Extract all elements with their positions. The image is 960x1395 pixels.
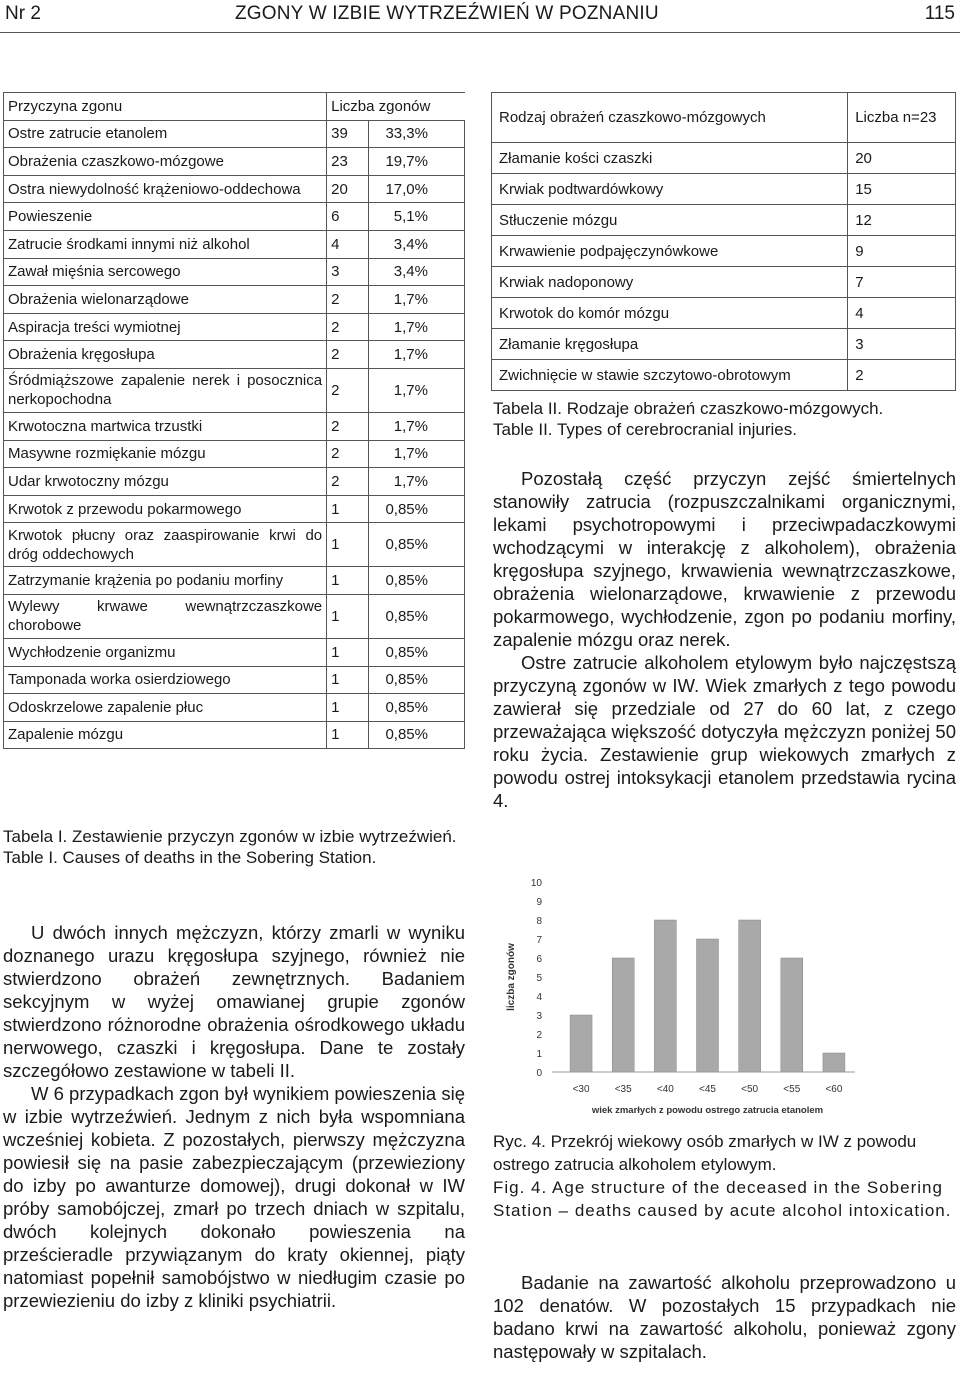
paragraph: Ostre zatrucie alkoholem etylowym było najczęstszą przyczyną zgonów w IW. Wiek zmarłych z tego powodu zawierał się przedziale od 27 do 60 lat, z czego przeważająca większość dotyczyła mężczyzn poniżej 50 roku życia. Zestawienie grup wiekowych zmarłych z powodu ostrej intoksykacji etanolem przedstawia rycina 4.	[493, 652, 956, 811]
table-row	[4, 440, 465, 468]
percent-cell: 17,0%	[369, 175, 465, 203]
table-row	[4, 368, 465, 412]
y-axis-label: liczba zgonów	[506, 943, 517, 1011]
y-tick-label: 9	[536, 897, 542, 908]
count-cell: 1	[327, 666, 369, 694]
y-tick-label: 0	[536, 1068, 542, 1079]
x-axis-label: wiek zmarłych z powodu ostrego zatrucia etanolem	[591, 1105, 824, 1116]
x-tick-label: <60	[825, 1084, 843, 1095]
bar	[612, 958, 634, 1072]
paragraph: U dwóch innych mężczyzn, którzy zmarli w wyniku doznanego urazu kręgosłupa szyjnego, również nie stwierdzono obrażeń zewnętrznych. Badaniem sekcyjnym w wyżej omawianej grupie zgonów stwierdzono różnorodne obrażenia ośrodkowego układu nerwowego, czaszki i kręgosłupa. Dane te zostały szczegółowo zestawione w tabeli II.	[3, 922, 465, 1081]
injury-type-cell: Zwichnięcie w stawie szczytowo-obrotowym	[492, 360, 848, 391]
percent-cell: 0,85%	[369, 694, 465, 722]
percent-cell: 0,85%	[369, 523, 465, 567]
page-number: 115	[924, 3, 955, 24]
percent-cell: 1,7%	[369, 440, 465, 468]
count-cell: 3	[327, 258, 369, 286]
injury-type-cell: Krwiak podtwardówkowy	[492, 174, 848, 205]
table1-caption-pl: Tabela I. Zestawienie przyczyn zgonów w izbie wytrzeźwień.	[3, 827, 457, 846]
table1-caption-en: Table I. Causes of deaths in the Sobering Station.	[3, 848, 377, 867]
count-cell: 1	[327, 523, 369, 567]
left-column-text	[3, 921, 465, 1312]
table-row	[492, 329, 956, 360]
x-tick-label: <35	[614, 1084, 632, 1095]
percent-cell: 33,3%	[369, 120, 465, 148]
table2-caption-pl: Tabela II. Rodzaje obrażeń czaszkowo-mózgowych.	[493, 399, 884, 418]
x-tick-label: <50	[741, 1084, 759, 1095]
cause-cell: Udar krwotoczny mózgu	[4, 468, 327, 496]
table-row	[4, 258, 465, 286]
table-row	[4, 148, 465, 176]
column-header-count: Liczba n=23	[848, 93, 956, 143]
percent-cell: 19,7%	[369, 148, 465, 176]
percent-cell: 3,4%	[369, 230, 465, 258]
count-cell: 39	[327, 120, 369, 148]
running-title: ZGONY W IZBIE WYTRZEŹWIEŃ W POZNANIU	[235, 3, 659, 24]
y-tick-label: 5	[536, 973, 542, 984]
y-tick-label: 2	[536, 1030, 542, 1041]
table-row	[4, 412, 465, 440]
count-cell: 1	[327, 594, 369, 638]
y-tick-label: 7	[536, 935, 542, 946]
cause-cell: Ostre zatrucie etanolem	[4, 120, 327, 148]
cause-cell: Zatrucie środkami innymi niż alkohol	[4, 230, 327, 258]
percent-cell: 3,4%	[369, 258, 465, 286]
table-row	[492, 236, 956, 267]
table2-caption	[493, 398, 956, 440]
count-cell: 2	[327, 468, 369, 496]
table-row	[4, 594, 465, 638]
count-cell: 3	[848, 329, 956, 360]
y-tick-label: 6	[536, 954, 542, 965]
count-cell: 2	[327, 368, 369, 412]
cause-cell: Tamponada worka osierdziowego	[4, 666, 327, 694]
count-cell: 20	[848, 143, 956, 174]
bar	[739, 920, 761, 1072]
column-header-type: Rodzaj obrażeń czaszkowo-mózgowych	[492, 93, 848, 143]
bar	[823, 1053, 845, 1072]
injury-type-cell: Złamanie kości czaszki	[492, 143, 848, 174]
table-row	[4, 175, 465, 203]
count-cell: 2	[327, 313, 369, 341]
table-row	[4, 120, 465, 148]
percent-cell: 0,85%	[369, 495, 465, 523]
percent-cell: 0,85%	[369, 594, 465, 638]
x-tick-label: <45	[699, 1084, 716, 1095]
cause-cell: Zapalenie mózgu	[4, 721, 327, 749]
cause-cell: Masywne rozmiękanie mózgu	[4, 440, 327, 468]
cause-cell: Obrażenia wielonarządowe	[4, 286, 327, 314]
paragraph: Pozostałą część przyczyn zejść śmiertelnych stanowiły zatrucia (rozpuszczalnikami organicznymi, lekami psychotropowymi i przeciwpadaczkowymi wchodzącymi w interakcję z alkoholem), obrażenia kręgosłupa szyjnego, krwawienia wewnątrzczaszkowe, obrażenia wielonarządowe, krwawienie z przewodu pokarmowego, wychłodzenie, zgon po podaniu morfiny, zapalenie mózgu oraz nerek.	[493, 468, 956, 650]
table-row	[492, 143, 956, 174]
right-column-text	[493, 467, 956, 812]
column-header-count: Liczba zgonów	[327, 93, 465, 121]
paragraph: W 6 przypadkach zgon był wynikiem powieszenia się w izbie wytrzeźwień. Jednym z nich była wspomniana wcześniej kobieta. Z pozostałych, pierwszy mężczyzna powiesił się na pasie zabezpieczającym (przewieziony do izby po awanturze domowej), drugi dokonał w IW próby samobójczej, zmarł po trzech dniach w szpitalu, dwóch kolejnych dokonało powieszenia na prześcieradle przywiązanym do kraty okiennej, piąty natomiast popełnił samobójstwo w niedługim czasie po przewiezieniu do izby z kliniki psychiatrii.	[3, 1083, 465, 1311]
count-cell: 2	[327, 440, 369, 468]
percent-cell: 0,85%	[369, 666, 465, 694]
cause-cell: Wychłodzenie organizmu	[4, 638, 327, 666]
bottom-right-text	[493, 1271, 956, 1363]
count-cell: 20	[327, 175, 369, 203]
count-cell: 15	[848, 174, 956, 205]
injury-type-cell: Krwiak nadoponowy	[492, 267, 848, 298]
count-cell: 7	[848, 267, 956, 298]
table-header-row	[492, 93, 956, 143]
table-row	[4, 638, 465, 666]
page-header	[0, 0, 960, 32]
cause-cell: Obrażenia czaszkowo-mózgowe	[4, 148, 327, 176]
table-row	[4, 468, 465, 496]
injury-type-cell: Złamanie kręgosłupa	[492, 329, 848, 360]
y-tick-label: 4	[536, 992, 542, 1003]
table-row	[4, 313, 465, 341]
figure-caption	[493, 1130, 956, 1222]
issue-number: Nr 2	[5, 3, 41, 24]
figure-caption-pl: Ryc. 4. Przekrój wiekowy osób zmarłych w IW z powodu ostrego zatrucia alkoholem etylowym.	[493, 1132, 917, 1174]
header-rule	[0, 32, 960, 33]
table-row	[4, 203, 465, 231]
causes-of-death-table	[3, 92, 465, 749]
bar	[570, 1015, 592, 1072]
table-row	[4, 341, 465, 369]
x-tick-label: <30	[572, 1084, 590, 1095]
table-row	[4, 523, 465, 567]
table2-caption-en: Table II. Types of cerebrocranial injuries.	[493, 420, 797, 439]
bar	[697, 939, 719, 1072]
percent-cell: 1,7%	[369, 286, 465, 314]
table-row	[4, 666, 465, 694]
injury-types-table	[491, 92, 956, 391]
cause-cell: Śródmiąższowe zapalenie nerek i posocznica nerkopochodna	[4, 368, 327, 412]
injury-type-cell: Krwotok do komór mózgu	[492, 298, 848, 329]
cause-cell: Aspiracja treści wymiotnej	[4, 313, 327, 341]
percent-cell: 0,85%	[369, 638, 465, 666]
cause-cell: Krwotoczna martwica trzustki	[4, 412, 327, 440]
cause-cell: Wylewy krwawe wewnątrzczaszkowe chorobowe	[4, 594, 327, 638]
table-row	[4, 286, 465, 314]
age-structure-chart	[500, 870, 870, 1120]
cause-cell: Powieszenie	[4, 203, 327, 231]
y-tick-label: 8	[536, 916, 542, 927]
count-cell: 23	[327, 148, 369, 176]
count-cell: 4	[327, 230, 369, 258]
table1-caption	[3, 826, 465, 868]
table-row	[4, 721, 465, 749]
bar	[654, 920, 676, 1072]
percent-cell: 1,7%	[369, 412, 465, 440]
cause-cell: Krwotok z przewodu pokarmowego	[4, 495, 327, 523]
percent-cell: 1,7%	[369, 368, 465, 412]
count-cell: 9	[848, 236, 956, 267]
table-row	[4, 495, 465, 523]
cause-cell: Zatrzymanie krążenia po podaniu morfiny	[4, 567, 327, 595]
y-tick-label: 10	[530, 878, 542, 889]
injury-type-cell: Stłuczenie mózgu	[492, 205, 848, 236]
cause-cell: Obrażenia kręgosłupa	[4, 341, 327, 369]
count-cell: 12	[848, 205, 956, 236]
column-header-cause: Przyczyna zgonu	[4, 93, 327, 121]
table-row	[492, 174, 956, 205]
table-row	[492, 360, 956, 391]
table-header-row	[4, 93, 465, 121]
cause-cell: Krwotok płucny oraz zaaspirowanie krwi do dróg oddechowych	[4, 523, 327, 567]
count-cell: 1	[327, 495, 369, 523]
percent-cell: 1,7%	[369, 468, 465, 496]
count-cell: 6	[327, 203, 369, 231]
figure-caption-en: Fig. 4. Age structure of the deceased in the Sobering Station – deaths caused by acute alcohol intoxication.	[493, 1178, 952, 1220]
count-cell: 2	[327, 412, 369, 440]
injury-type-cell: Krwawienie podpajęczynówkowe	[492, 236, 848, 267]
percent-cell: 1,7%	[369, 341, 465, 369]
count-cell: 1	[327, 638, 369, 666]
cause-cell: Zawał mięśnia sercowego	[4, 258, 327, 286]
cause-cell: Ostra niewydolność krążeniowo-oddechowa	[4, 175, 327, 203]
y-tick-label: 1	[536, 1049, 542, 1060]
count-cell: 1	[327, 721, 369, 749]
table-row	[4, 694, 465, 722]
y-tick-label: 3	[536, 1011, 542, 1022]
count-cell: 1	[327, 694, 369, 722]
percent-cell: 5,1%	[369, 203, 465, 231]
x-tick-label: <40	[656, 1084, 674, 1095]
percent-cell: 1,7%	[369, 313, 465, 341]
count-cell: 2	[848, 360, 956, 391]
table-row	[4, 230, 465, 258]
table-row	[492, 298, 956, 329]
count-cell: 2	[327, 341, 369, 369]
table-row	[492, 267, 956, 298]
percent-cell: 0,85%	[369, 721, 465, 749]
table-row	[4, 567, 465, 595]
count-cell: 4	[848, 298, 956, 329]
bar	[781, 958, 803, 1072]
cause-cell: Odoskrzelowe zapalenie płuc	[4, 694, 327, 722]
table-row	[492, 205, 956, 236]
x-tick-label: <55	[783, 1084, 801, 1095]
percent-cell: 0,85%	[369, 567, 465, 595]
paragraph: Badanie na zawartość alkoholu przeprowadzono u 102 denatów. W pozostałych 15 przypadkach nie badano krwi na zawartość alkoholu, ponieważ zgony następowały w szpitalach.	[493, 1272, 956, 1362]
count-cell: 1	[327, 567, 369, 595]
count-cell: 2	[327, 286, 369, 314]
